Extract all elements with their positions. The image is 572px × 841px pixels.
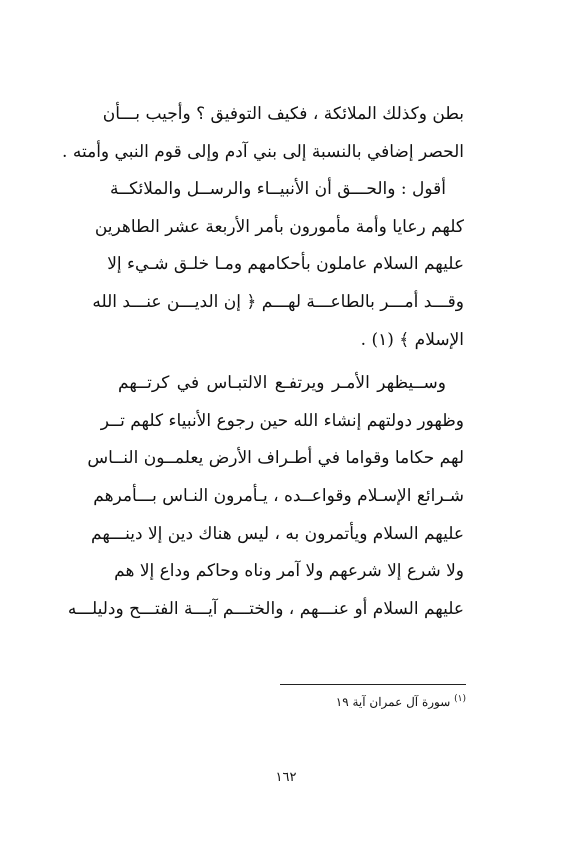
footnote-marker: (١) <box>454 694 466 704</box>
text-line: عليهم السلام ويأتمرون به ، ليس هناك دين إلا دينـــهم <box>91 523 464 544</box>
text-line: لهم حكاما وقواما في أطـراف الأرض يعلمــون النــاس <box>87 448 464 469</box>
text-line: وقـــد أمـــر بالطاعـــة لهـــم ﴿ إن الديـــن عنـــد الله <box>92 291 464 312</box>
text-line: بطن وكذلك الملائكة ، فكيف التوفيق ؟ وأجيب بـــأن <box>102 104 464 124</box>
text-line: وظهور دولتهم إنشاء الله حين رجوع الأنبياء كلهم تــر <box>100 410 464 431</box>
text-line: وســيظهر الأمـر ويرتفـع الالتبـاس في كرتــهم <box>118 373 446 394</box>
footnote <box>336 690 466 711</box>
footnote-text: سورة آل عمران آية ١٩ <box>335 695 451 709</box>
text-line: أقول : والحـــق أن الأنبيــاء والرســل والملائكــة <box>110 179 446 200</box>
text-line: الحصر إضافي بالنسبة إلى بني آدم وإلى قوم النبي وأمته . <box>62 141 464 162</box>
body-text <box>62 96 464 628</box>
text-line: عليهم السلام أو عنـــهم ، والختـــم آيـــة الفتـــح ودليلـــه <box>67 598 464 619</box>
text-line: شـرائع الإسـلام وقواعــده ، يـأمرون النـاس بـــأمرهم <box>93 485 464 506</box>
text-line: كلهم رعايا وأمة مأمورون بأمر الأربعة عشر الطاهرين <box>94 216 464 237</box>
page-number: ١٦٢ <box>275 770 297 785</box>
footnote-divider <box>280 684 466 685</box>
text-line: ولا شرع إلا شرعهم ولا آمر وناه وحاكم وداع إلا هم <box>114 561 464 582</box>
text-line: عليهم السلام عاملون بأحكامهم ومـا خلـق شـيء إلا <box>107 254 464 275</box>
text-line: الإسلام ﴾ (١) . <box>360 329 464 350</box>
